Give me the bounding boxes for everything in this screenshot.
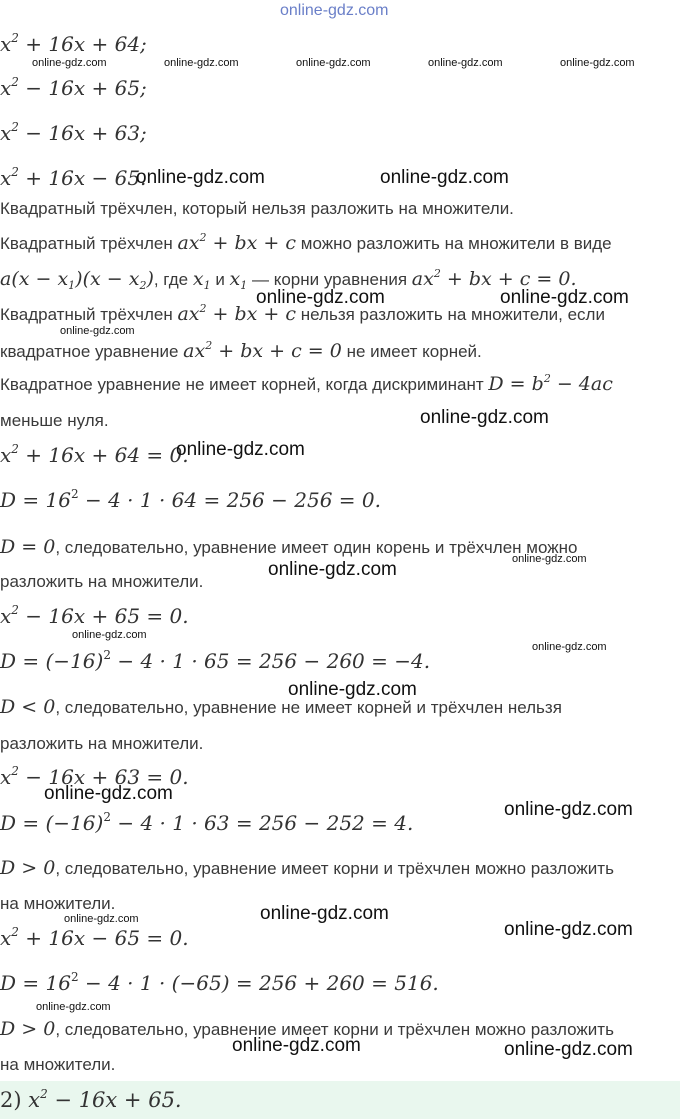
text-no-roots-equation: квадратное уравнение $ax^2$ + bx + c = 0 не имеет корней. <box>0 339 482 362</box>
watermark-large: online-gdz.com <box>504 1039 633 1060</box>
watermark-small: online-gdz.com <box>72 629 147 641</box>
polynomial-4: $x^2 + 16x - 65$. <box>0 165 147 190</box>
text-heading: Квадратный трёхчлен, который нельзя разложить на множители. <box>0 199 514 218</box>
discriminant-2: $D = (-16)^2 - 4 \cdot 1 \cdot 65 = 256 - 260 = -4$. <box>0 648 431 673</box>
conclusion-3: D > 0, следовательно, уравнение имеет корни и трёхчлен можно разложить <box>0 857 614 879</box>
next-item-expression: 2) $x^2 - 16x + 65$. <box>0 1087 182 1112</box>
next-item-bar <box>0 1081 680 1119</box>
watermark-large: online-gdz.com <box>500 287 629 308</box>
text-factorization-form: Квадратный трёхчлен $ax^2$ + bx + c можно разложить на множители в виде <box>0 231 612 254</box>
conclusion-1: D = 0, следовательно, уравнение имеет один корень и трёхчлен можно <box>0 536 578 558</box>
watermark-large: online-gdz.com <box>380 167 509 188</box>
watermark-large: online-gdz.com <box>44 783 173 804</box>
watermark-large: online-gdz.com <box>260 903 389 924</box>
conclusion-4-cont: на множители. <box>0 1055 116 1074</box>
watermark-top: online-gdz.com <box>280 2 389 19</box>
watermark-large: online-gdz.com <box>268 559 397 580</box>
watermark-large: online-gdz.com <box>420 407 549 428</box>
watermark-small: online-gdz.com <box>164 57 239 69</box>
watermark-large: online-gdz.com <box>232 1035 361 1056</box>
watermark-small: online-gdz.com <box>560 57 635 69</box>
watermark-small: online-gdz.com <box>64 913 139 925</box>
text-discriminant: Квадратное уравнение не имеет корней, когда дискриминант $D = b^2 - 4ac$ <box>0 372 613 395</box>
conclusion-2: D < 0, следовательно, уравнение не имеет корней и трёхчлен нельзя <box>0 696 562 718</box>
watermark-small: online-gdz.com <box>428 57 503 69</box>
equation-2: $x^2 - 16x + 65 = 0$. <box>0 603 189 628</box>
discriminant-1: $D = 16^2 - 4 \cdot 1 \cdot 64 = 256 - 256 = 0$. <box>0 487 381 512</box>
watermark-large: online-gdz.com <box>176 439 305 460</box>
polynomial-1: $x^2 + 16x + 64$; <box>0 31 147 56</box>
text-factorization-roots: $a(x - x_1)(x - x_2)$, где $x_1$ и $x_1$ — корни уравнения $ax^2$ + bx + c = 0. <box>0 267 577 292</box>
watermark-small: online-gdz.com <box>36 1001 111 1013</box>
equation-1: $x^2 + 16x + 64 = 0$. <box>0 442 189 467</box>
conclusion-1-cont: разложить на множители. <box>0 572 204 591</box>
watermark-small: online-gdz.com <box>512 553 587 565</box>
watermark-large: online-gdz.com <box>288 679 417 700</box>
polynomial-2: $x^2 - 16x + 65$; <box>0 75 147 100</box>
watermark-large: online-gdz.com <box>136 167 265 188</box>
equation-3: $x^2 - 16x + 63 = 0$. <box>0 764 189 789</box>
equation-4: $x^2 + 16x - 65 = 0$. <box>0 925 189 950</box>
watermark-large: online-gdz.com <box>504 799 633 820</box>
watermark-large: online-gdz.com <box>256 287 385 308</box>
watermark-small: online-gdz.com <box>60 325 135 337</box>
discriminant-4: $D = 16^2 - 4 \cdot 1 \cdot (-65) = 256 + 260 = 516$. <box>0 970 439 995</box>
watermark-small: online-gdz.com <box>296 57 371 69</box>
text-less-than-zero: меньше нуля. <box>0 411 109 430</box>
conclusion-4: D > 0, следовательно, уравнение имеет корни и трёхчлен можно разложить <box>0 1018 614 1040</box>
conclusion-3-cont: на множители. <box>0 894 116 913</box>
watermark-large: online-gdz.com <box>504 919 633 940</box>
discriminant-3: $D = (-16)^2 - 4 \cdot 1 \cdot 63 = 256 - 252 = 4$. <box>0 810 414 835</box>
watermark-small: online-gdz.com <box>532 641 607 653</box>
text-no-factor-condition: Квадратный трёхчлен $ax^2$ + bx + c нельзя разложить на множители, если <box>0 302 605 325</box>
conclusion-2-cont: разложить на множители. <box>0 734 204 753</box>
watermark-small: online-gdz.com <box>32 57 107 69</box>
polynomial-3: $x^2 - 16x + 63$; <box>0 120 147 145</box>
